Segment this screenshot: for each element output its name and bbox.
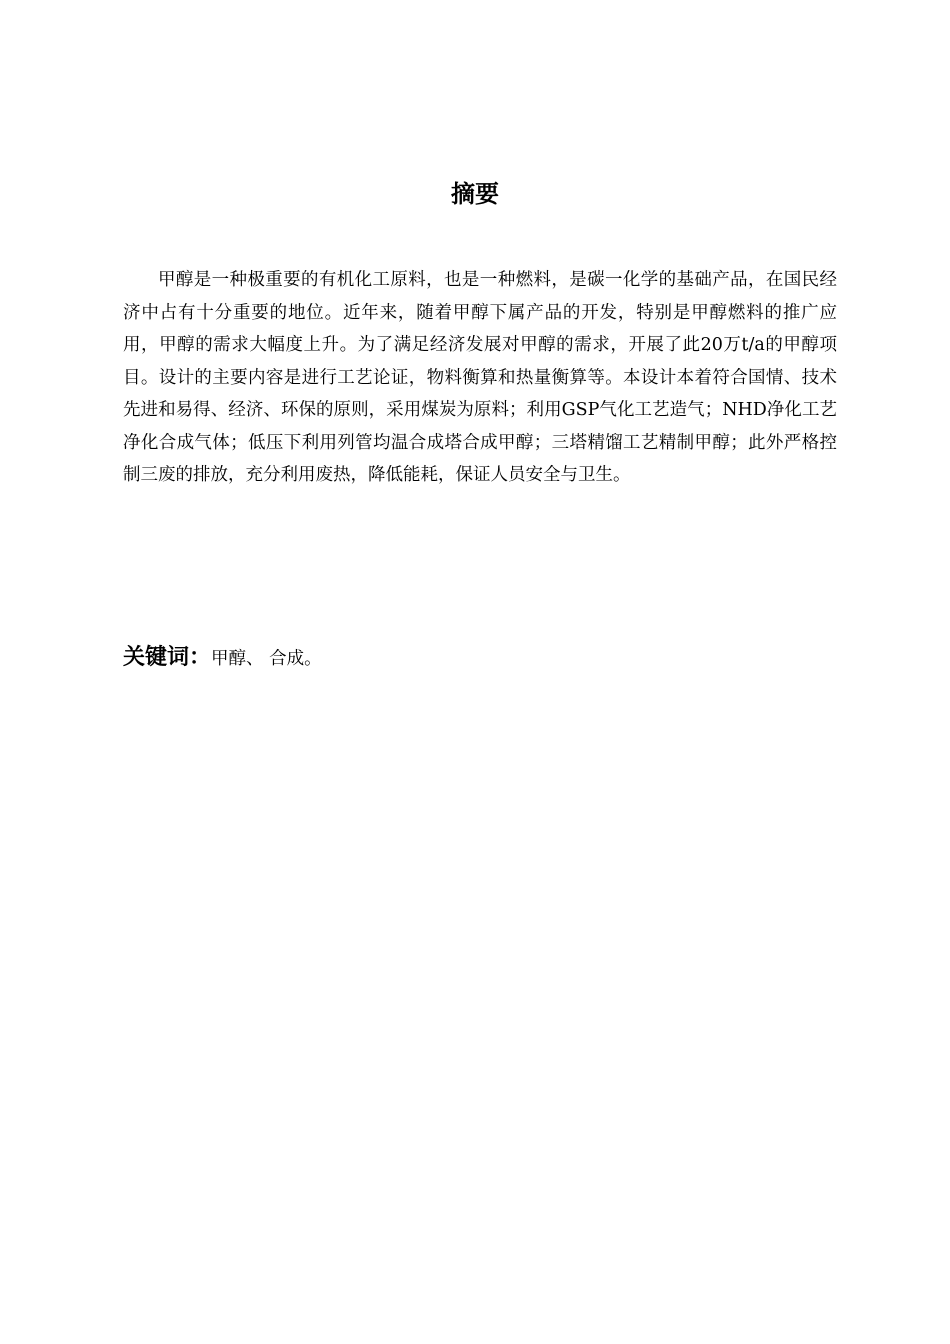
keywords-label: 关键词： (123, 645, 212, 670)
keywords-values: 甲醇、 合成。 (211, 649, 322, 669)
keywords-line (123, 640, 837, 677)
page-title: 摘要 (451, 180, 499, 208)
abstract-paragraph: 甲醇是一种极重要的有机化工原料，也是一种燃料，是碳一化学的基础产品，在国民经济中占有十分重要的地位。近年来，随着甲醇下属产品的开发，特别是甲醇燃料的推广应用，甲醇的需求大幅度上升。为了满足经济发展对甲醇的需求，开展了此20万t/a的甲醇项目。设计的主要内容是进行工艺论证，物料衡算和热量衡算等。本设计本着符合国情、技术先进和易得、经济、环保的原则，采用煤炭为原料；利用GSP气化工艺造气；NHD净化工艺净化合成气体；低压下利用列管均温合成塔合成甲醇；三塔精馏工艺精制甲醇；此外严格控制三废的排放，充分利用废热，降低能耗，保证人员安全与卫生。 (123, 270, 837, 485)
